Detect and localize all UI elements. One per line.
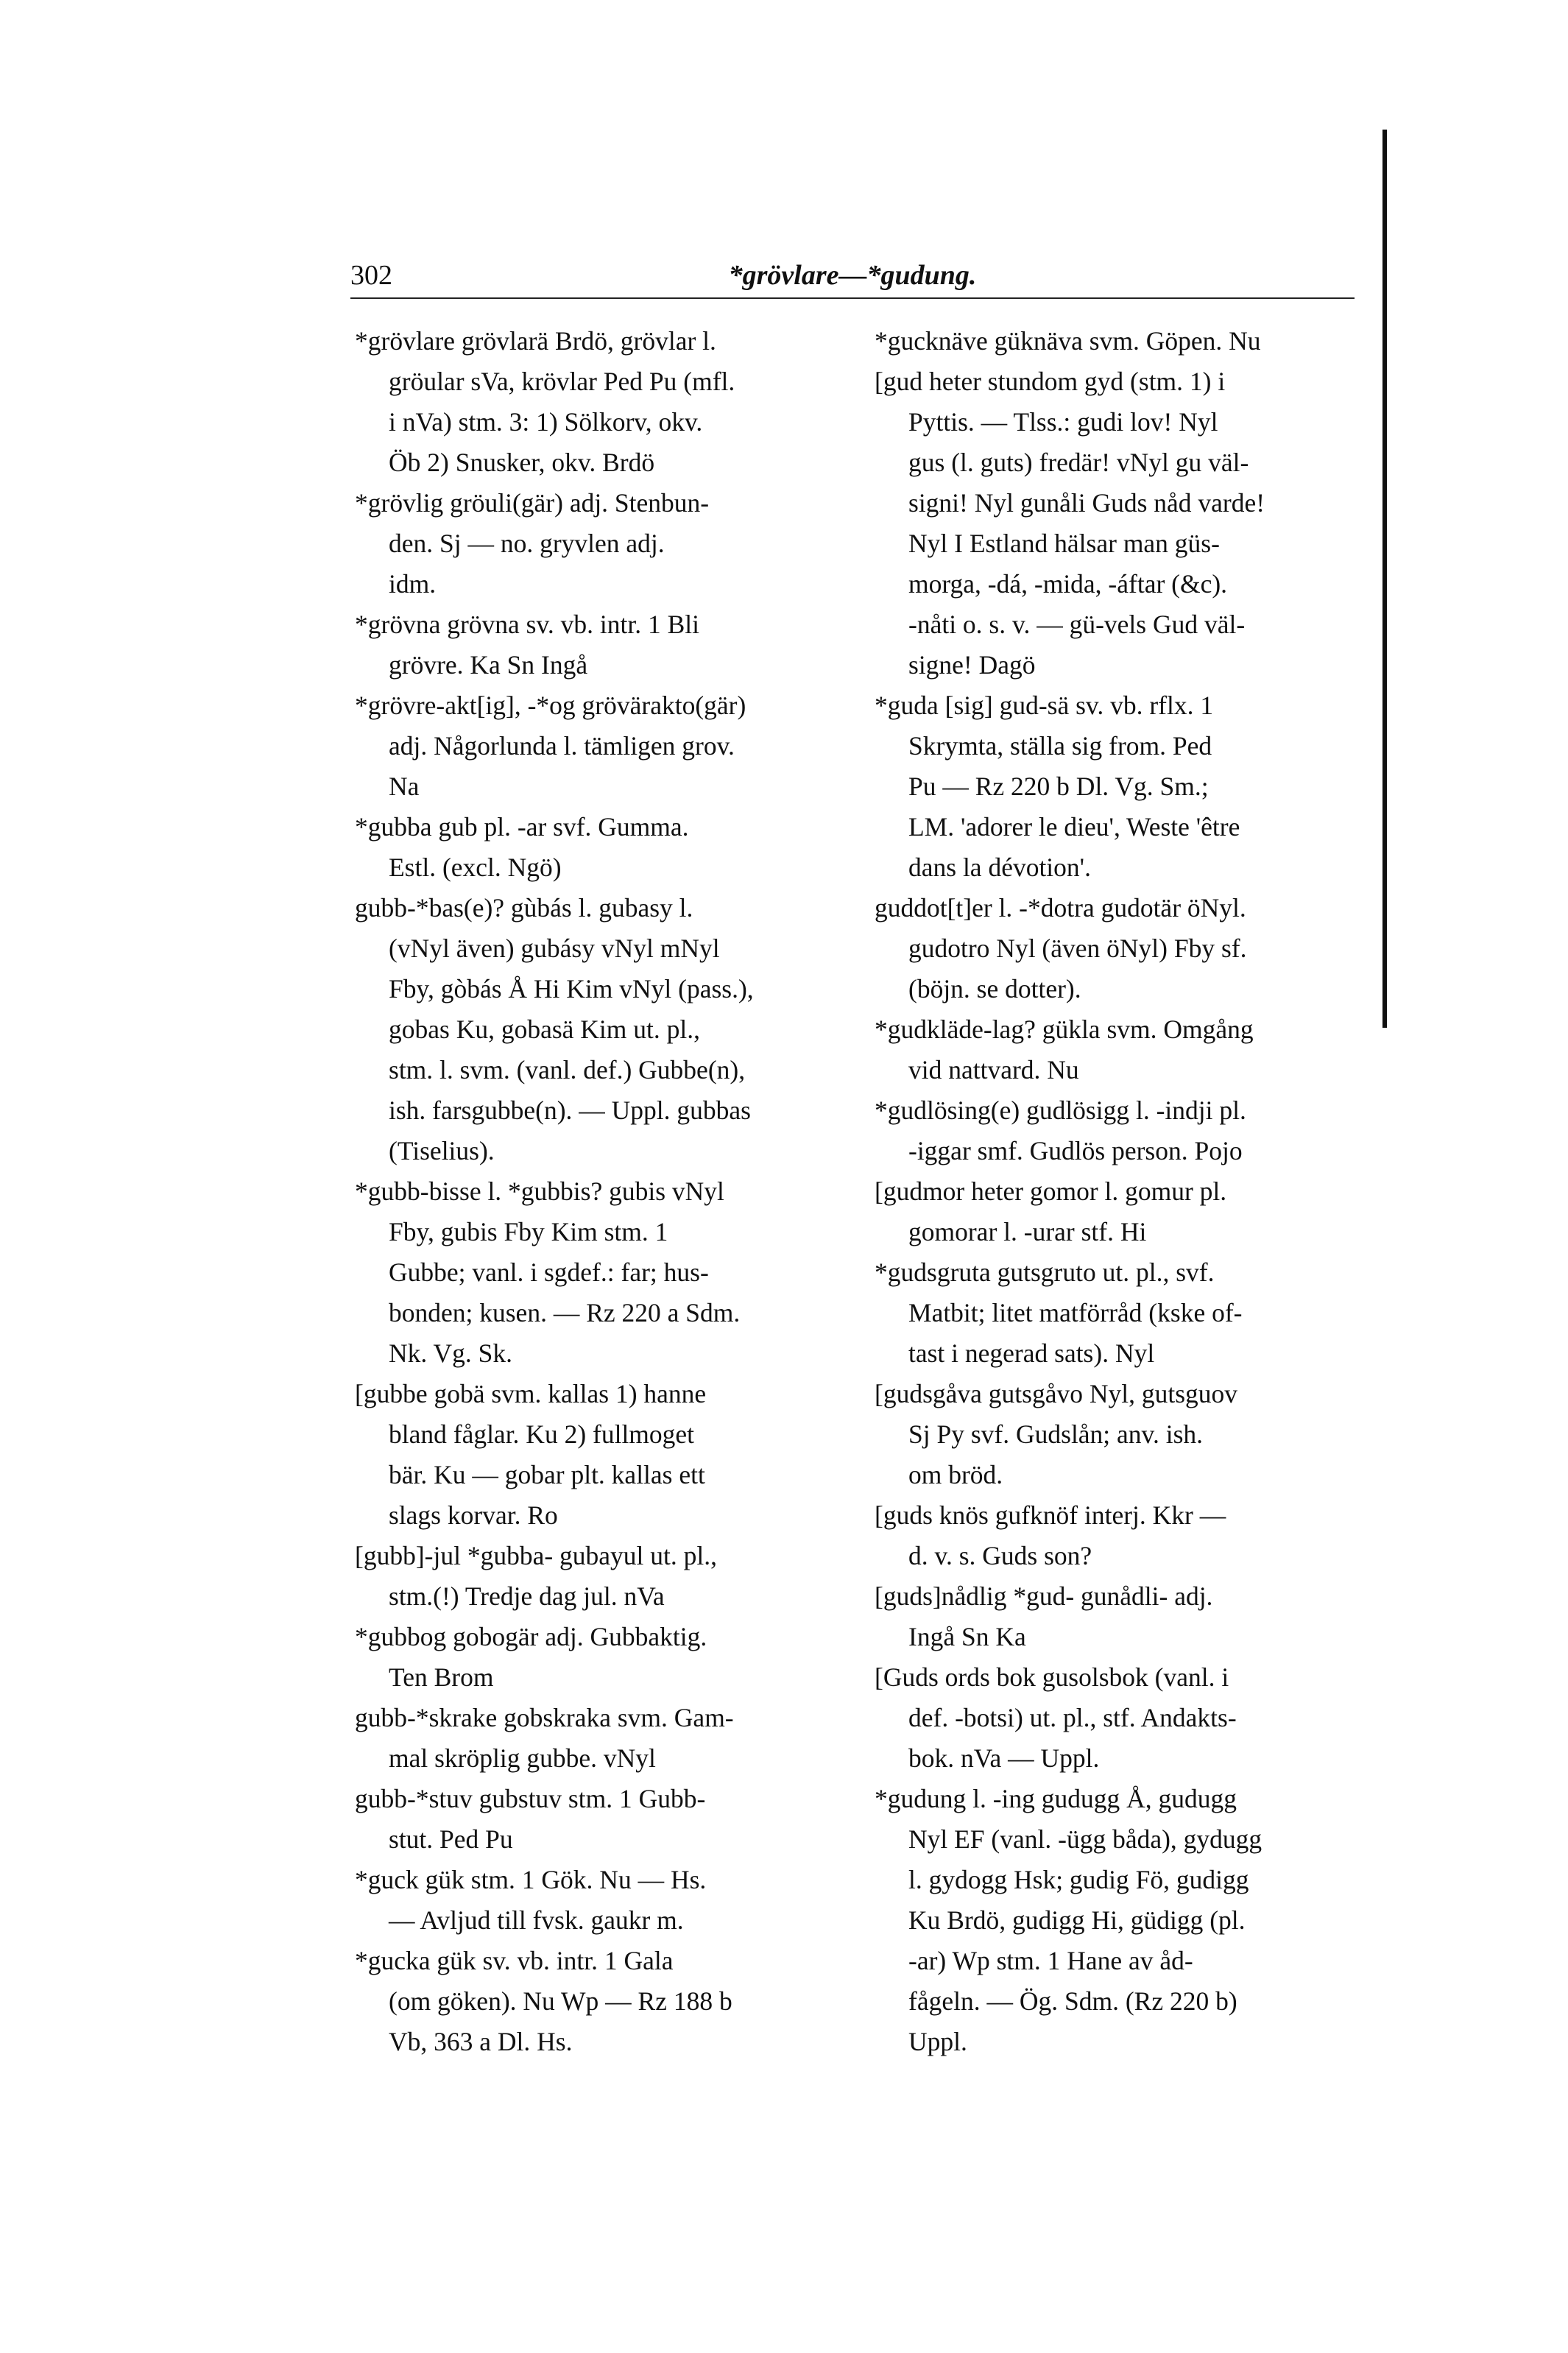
page-number: 302 <box>350 260 392 291</box>
entry-headword-line: [gud heter stundom gyd (stm. 1) i <box>875 367 1226 396</box>
entry-continuation-line: signi! Nyl gunåli Guds nåd varde! <box>908 488 1265 518</box>
entry-continuation-line: Fby, gubis Fby Kim stm. 1 <box>389 1217 668 1246</box>
entry-continuation-line: mal skröplig gubbe. vNyl <box>389 1743 656 1773</box>
entry-headword-line: *grövlig gröuli(gär) adj. Stenbun- <box>355 488 710 518</box>
entry-continuation-line: def. -botsi) ut. pl., stf. Andakts- <box>908 1703 1237 1732</box>
entry-continuation-line: den. Sj — no. gryvlen adj. <box>389 529 665 558</box>
entry-continuation-line: -iggar smf. Gudlös person. Pojo <box>908 1136 1243 1165</box>
entry-continuation-line: gobas Ku, gobasä Kim ut. pl., <box>389 1015 701 1044</box>
entry-continuation-line: i nVa) stm. 3: 1) Sölkorv, okv. <box>389 407 703 437</box>
entry-continuation-line: -ar) Wp stm. 1 Hane av åd- <box>908 1946 1193 1975</box>
entry-continuation-line: gus (l. guts) fredär! vNyl gu väl- <box>908 448 1249 477</box>
entry-headword-line: *guda [sig] gud-sä sv. vb. rflx. 1 <box>875 691 1214 720</box>
left-column <box>355 321 841 2062</box>
entry-continuation-line: stut. Ped Pu <box>389 1824 513 1854</box>
entry-headword-line: *grövlare grövlarä Brdö, grövlar l. <box>355 326 716 356</box>
header-rule <box>350 297 1355 299</box>
entry-continuation-line: l. gydogg Hsk; gudig Fö, gudigg <box>908 1865 1249 1894</box>
entry-headword-line: *gubb-bisse l. *gubbis? gubis vNyl <box>355 1176 724 1206</box>
entry-continuation-line: Vb, 363 a Dl. Hs. <box>389 2027 573 2056</box>
entry-continuation-line: fågeln. — Ög. Sdm. (Rz 220 b) <box>908 1986 1237 2016</box>
entry-continuation-line: bär. Ku — gobar plt. kallas ett <box>389 1460 705 1489</box>
entry-continuation-line: om bröd. <box>908 1460 1003 1489</box>
entry-headword-line: [guds knös gufknöf interj. Kkr — <box>875 1500 1226 1530</box>
entry-continuation-line: gudotro Nyl (även öNyl) Fby sf. <box>908 934 1247 963</box>
entry-continuation-line: ish. farsgubbe(n). — Uppl. gubbas <box>389 1096 751 1125</box>
entry-continuation-line: bok. nVa — Uppl. <box>908 1743 1100 1773</box>
entry-headword-line: [gudsgåva gutsgåvo Nyl, gutsguov <box>875 1379 1238 1408</box>
entry-headword-line: *gucka gük sv. vb. intr. 1 Gala <box>355 1946 674 1975</box>
entry-continuation-line: -nåti o. s. v. — gü-vels Gud väl- <box>908 610 1246 639</box>
entry-continuation-line: signe! Dagö <box>908 650 1036 680</box>
running-head: *grövlare—*gudung. <box>728 260 977 291</box>
entry-continuation-line: Estl. (excl. Ngö) <box>389 853 562 882</box>
entry-headword-line: *grövna grövna sv. vb. intr. 1 Bli <box>355 610 700 639</box>
entry-continuation-line: tast i negerad sats). Nyl <box>908 1338 1155 1368</box>
entry-continuation-line: idm. <box>389 569 437 599</box>
entry-continuation-line: adj. Någorlunda l. tämligen grov. <box>389 731 735 761</box>
entry-continuation-line: Matbit; litet matförråd (kske of- <box>908 1298 1243 1327</box>
entry-headword-line: [gubb]-jul *gubba- gubayul ut. pl., <box>355 1541 717 1570</box>
entry-continuation-line: Nk. Vg. Sk. <box>389 1338 513 1368</box>
entry-continuation-line: Öb 2) Snusker, okv. Brdö <box>389 448 655 477</box>
entry-continuation-line: Pyttis. — Tlss.: gudi lov! Nyl <box>908 407 1218 437</box>
entry-continuation-line: Nyl I Estland hälsar man güs- <box>908 529 1220 558</box>
entry-continuation-line: Nyl EF (vanl. -ügg båda), gydugg <box>908 1824 1262 1854</box>
entry-headword-line: *guck gük stm. 1 Gök. Nu — Hs. <box>355 1865 707 1894</box>
entry-headword-line: [guds]nådlig *gud- gunådli- adj. <box>875 1581 1213 1611</box>
entry-continuation-line: gröular sVa, krövlar Ped Pu (mfl. <box>389 367 735 396</box>
entry-continuation-line: d. v. s. Guds son? <box>908 1541 1092 1570</box>
entry-continuation-line: Ten Brom <box>389 1662 494 1692</box>
entry-continuation-line: Ku Brdö, gudigg Hi, güdigg (pl. <box>908 1905 1246 1935</box>
entry-headword-line: *gudung l. -ing gudugg Å, gudugg <box>875 1784 1237 1813</box>
page-header <box>350 259 1355 296</box>
entry-continuation-line: stm.(!) Tredje dag jul. nVa <box>389 1581 665 1611</box>
entry-continuation-line: Ingå Sn Ka <box>908 1622 1026 1651</box>
entry-headword-line: gubb-*stuv gubstuv stm. 1 Gubb- <box>355 1784 706 1813</box>
entry-headword-line: *gudkläde-lag? gükla svm. Omgång <box>875 1015 1254 1044</box>
entry-continuation-line: dans la dévotion'. <box>908 853 1091 882</box>
entry-headword-line: gubb-*bas(e)? gùbás l. gubasy l. <box>355 893 693 922</box>
entry-headword-line: *grövre-akt[ig], -*og grövärakto(gär) <box>355 691 746 720</box>
entry-headword-line: *gubba gub pl. -ar svf. Gumma. <box>355 812 689 842</box>
entry-headword-line: [gudmor heter gomor l. gomur pl. <box>875 1176 1227 1206</box>
entry-continuation-line: morga, -dá, -mida, -áftar (&c). <box>908 569 1228 599</box>
entry-headword-line: *gudsgruta gutsgruto ut. pl., svf. <box>875 1257 1215 1287</box>
entry-continuation-line: — Avljud till fvsk. gaukr m. <box>389 1905 684 1935</box>
entry-continuation-line: grövre. Ka Sn Ingå <box>389 650 588 680</box>
entry-continuation-line: Uppl. <box>908 2027 967 2056</box>
entry-continuation-line: (Tiselius). <box>389 1136 495 1165</box>
entry-headword-line: [gubbe gobä svm. kallas 1) hanne <box>355 1379 707 1408</box>
entry-continuation-line: bonden; kusen. — Rz 220 a Sdm. <box>389 1298 741 1327</box>
entry-headword-line: *gudlösing(e) gudlösigg l. -indji pl. <box>875 1096 1246 1125</box>
entry-continuation-line: slags korvar. Ro <box>389 1500 558 1530</box>
entry-continuation-line: Gubbe; vanl. i sgdef.: far; hus- <box>389 1257 709 1287</box>
entry-headword-line: guddot[t]er l. -*dotra gudotär öNyl. <box>875 893 1246 922</box>
entry-continuation-line: Skrymta, ställa sig from. Ped <box>908 731 1212 761</box>
page-edge-line <box>1382 130 1387 1028</box>
entry-headword-line: *gucknäve güknäva svm. Göpen. Nu <box>875 326 1261 356</box>
entry-continuation-line: LM. 'adorer le dieu', Weste 'être <box>908 812 1240 842</box>
entry-continuation-line: stm. l. svm. (vanl. def.) Gubbe(n), <box>389 1055 746 1084</box>
entry-continuation-line: gomorar l. -urar stf. Hi <box>908 1217 1147 1246</box>
entry-headword-line: [Guds ords bok gusolsbok (vanl. i <box>875 1662 1229 1692</box>
right-column <box>875 321 1382 2062</box>
entry-continuation-line: (om göken). Nu Wp — Rz 188 b <box>389 1986 732 2016</box>
entry-continuation-line: bland fåglar. Ku 2) fullmoget <box>389 1419 695 1449</box>
entry-continuation-line: Pu — Rz 220 b Dl. Vg. Sm.; <box>908 772 1209 801</box>
entry-headword-line: gubb-*skrake gobskraka svm. Gam- <box>355 1703 734 1732</box>
entry-headword-line: *gubbog gobogär adj. Gubbaktig. <box>355 1622 707 1651</box>
entry-continuation-line: vid nattvard. Nu <box>908 1055 1079 1084</box>
entry-continuation-line: Fby, gòbás Å Hi Kim vNyl (pass.), <box>389 974 754 1003</box>
entry-continuation-line: Na <box>389 772 420 801</box>
entry-continuation-line: (vNyl även) gubásy vNyl mNyl <box>389 934 720 963</box>
entry-continuation-line: (böjn. se dotter). <box>908 974 1081 1003</box>
entry-continuation-line: Sj Py svf. Gudslån; anv. ish. <box>908 1419 1204 1449</box>
